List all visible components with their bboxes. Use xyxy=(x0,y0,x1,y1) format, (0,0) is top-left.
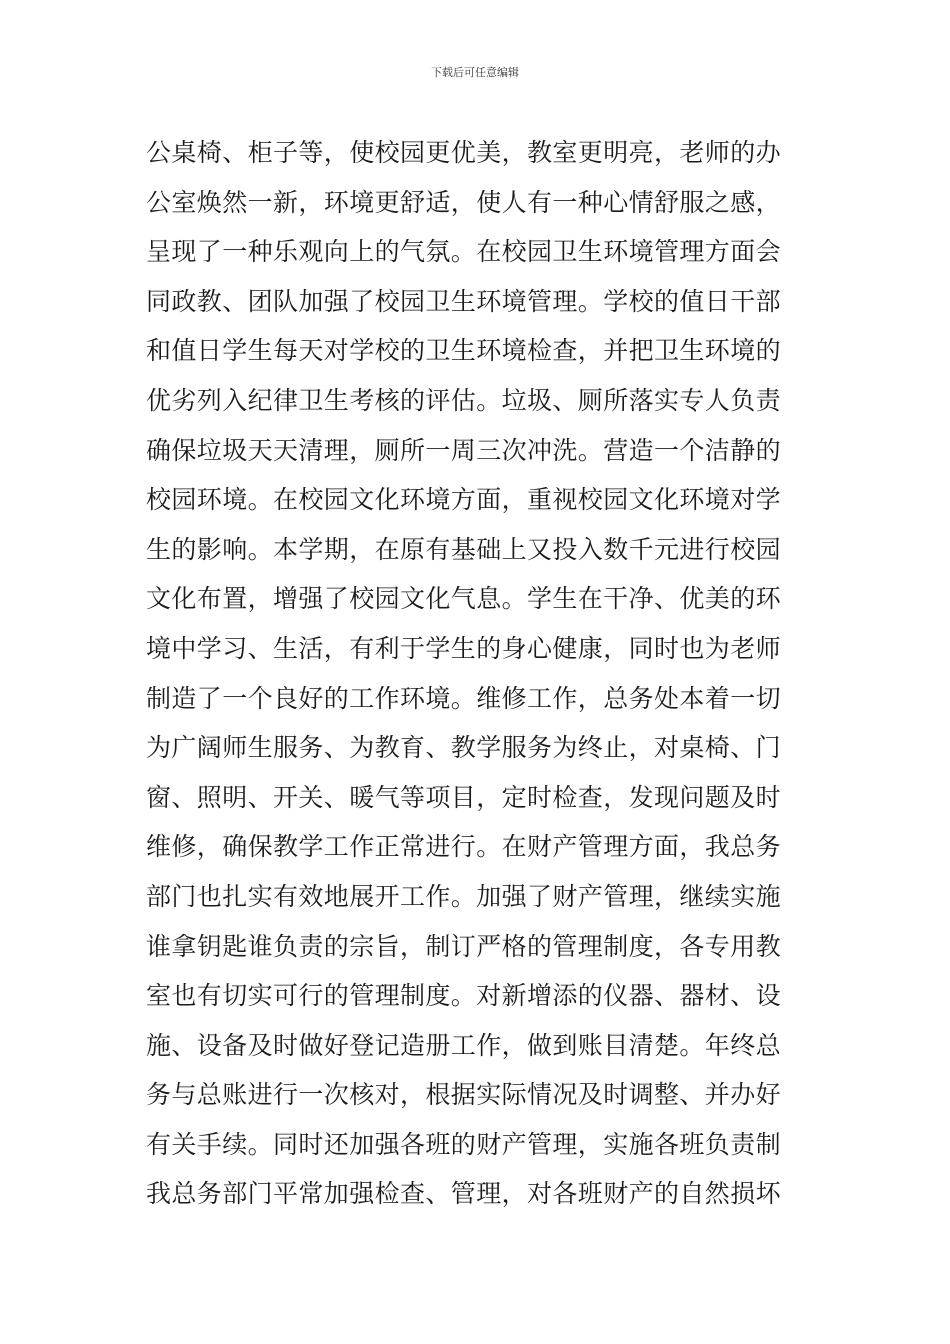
text-line: 维修，确保教学工作正常进行。在财产管理方面，我总务 xyxy=(146,832,782,862)
text-line: 为广阔师生服务、为教育、教学服务为终止，对桌椅、门 xyxy=(146,733,782,763)
text-line: 务与总账进行一次核对，根据实际情况及时调整、并办好 xyxy=(146,1080,782,1110)
text-line: 和值日学生每天对学校的卫生环境检查，并把卫生环境的 xyxy=(146,336,782,366)
text-line: 校园环境。在校园文化环境方面，重视校园文化环境对学 xyxy=(146,485,782,515)
text-line: 有关手续。同时还加强各班的财产管理，实施各班负责制 xyxy=(146,1129,782,1159)
text-line: 确保垃圾天天清理，厕所一周三次冲洗。营造一个洁静的 xyxy=(146,435,782,465)
text-line: 窗、照明、开关、暖气等项目，定时检查，发现问题及时 xyxy=(146,782,782,812)
text-line: 室也有切实可行的管理制度。对新增添的仪器、器材、设 xyxy=(146,981,782,1011)
text-line: 境中学习、生活，有利于学生的身心健康，同时也为老师 xyxy=(146,633,782,663)
text-line: 优劣列入纪律卫生考核的评估。垃圾、厕所落实专人负责 xyxy=(146,385,782,415)
text-line: 生的影响。本学期，在原有基础上又投入数千元进行校园 xyxy=(146,534,782,564)
text-line: 部门也扎实有效地展开工作。加强了财产管理，继续实施 xyxy=(146,881,782,911)
body-text xyxy=(146,128,826,1219)
text-line: 公桌椅、柜子等，使校园更优美，教室更明亮，老师的办 xyxy=(146,138,782,167)
text-line: 呈现了一种乐观向上的气氛。在校园卫生环境管理方面会 xyxy=(146,237,782,267)
text-line: 制造了一个良好的工作环境。维修工作，总务处本着一切 xyxy=(146,683,782,713)
text-line: 施、设备及时做好登记造册工作，做到账目清楚。年终总 xyxy=(146,1030,782,1060)
text-line: 谁拿钥匙谁负责的宗旨，制订严格的管理制度，各专用教 xyxy=(146,931,782,961)
text-line: 文化布置，增强了校园文化气息。学生在干净、优美的环 xyxy=(146,584,782,614)
text-line: 公室焕然一新，环境更舒适，使人有一种心情舒服之感， xyxy=(146,187,782,217)
text-line: 我总务部门平常加强检查、管理，对各班财产的自然损坏 xyxy=(146,1179,782,1209)
text-line: 同政教、团队加强了校园卫生环境管理。学校的值日干部 xyxy=(146,286,782,316)
page-header: 下载后可任意编辑 xyxy=(431,66,519,79)
